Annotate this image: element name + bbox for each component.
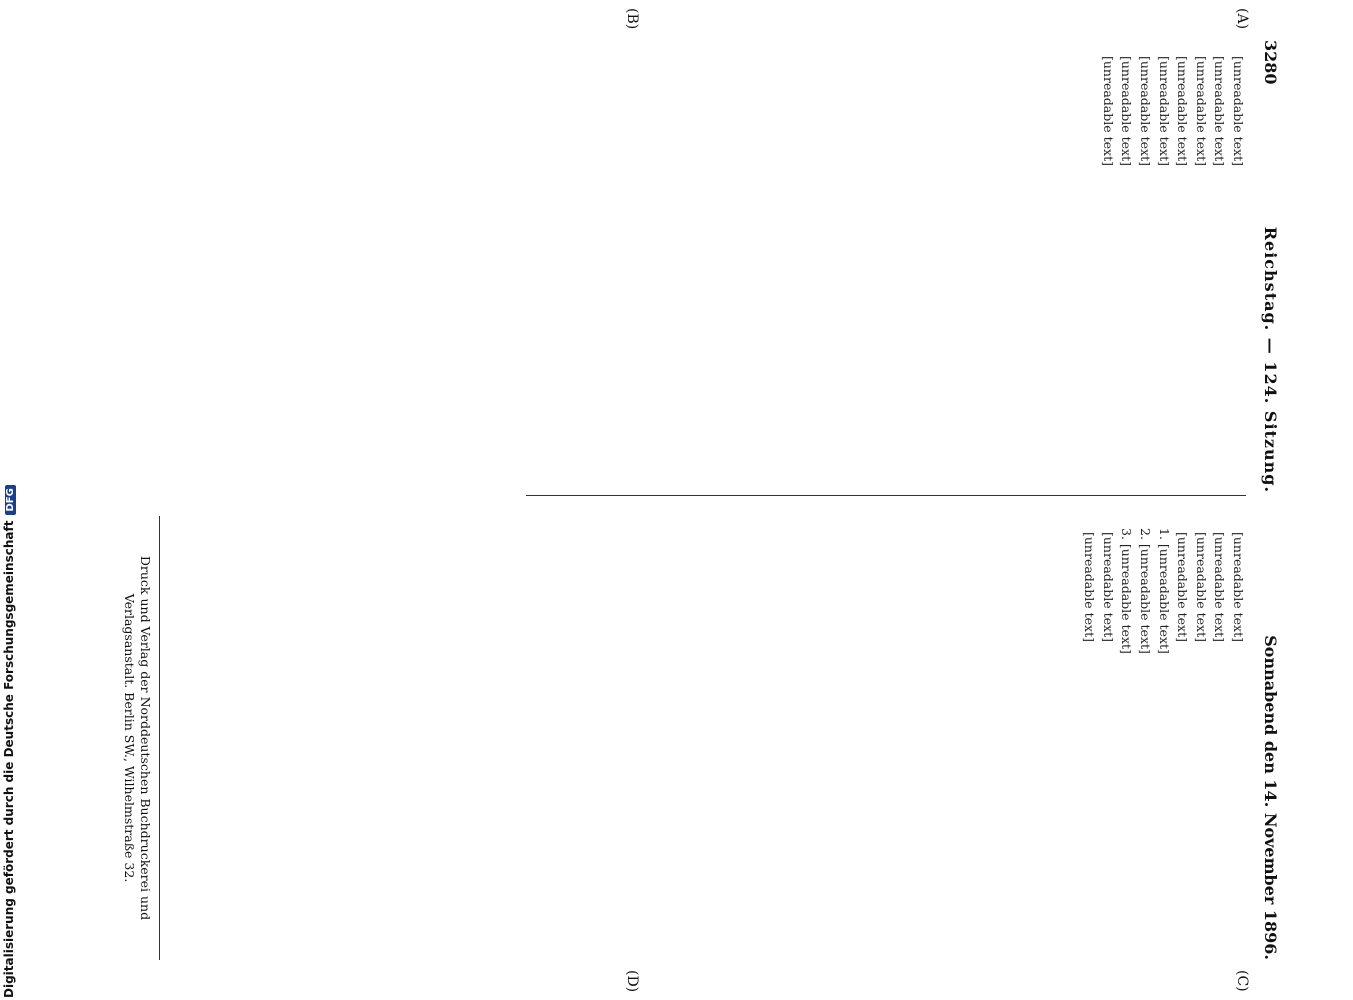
running-head	[1254, 40, 1280, 960]
digitization-note	[2, 0, 22, 1000]
paragraph: [unreadable text]	[1193, 56, 1209, 166]
running-date: Sonnabend den 14. November 1896.	[1261, 635, 1280, 960]
agenda-item: 3. [unreadable text]	[1119, 528, 1135, 654]
paragraph: [unreadable text]	[1212, 56, 1228, 166]
margin-letter-b: (B)	[624, 8, 640, 30]
paragraph: [unreadable text]	[1175, 532, 1191, 642]
paragraph: [unreadable text]	[1100, 532, 1116, 642]
paragraph: [unreadable text]	[1212, 532, 1228, 642]
paragraph: [unreadable text]	[1231, 56, 1246, 166]
paragraph: [unreadable text]	[1138, 56, 1154, 166]
margin-letter-a: (A)	[1234, 8, 1250, 30]
right-column	[176, 516, 1246, 960]
paragraph: [unreadable text]	[1175, 56, 1191, 166]
digitization-text: Digitalisierung gefördert durch die Deutsche Forschungsgemeinschaft	[2, 520, 16, 998]
agenda-item: 1. [unreadable text]	[1156, 528, 1172, 654]
agenda-item: 2. [unreadable text]	[1138, 528, 1154, 654]
paragraph: [unreadable text]	[1231, 532, 1246, 642]
imprint	[121, 516, 160, 960]
column-divider	[526, 495, 1246, 496]
page-number: 3280	[1261, 40, 1280, 85]
paragraph: [unreadable text]	[1082, 532, 1098, 642]
imprint-text: Druck und Verlag der Norddeutschen Buchdruckerei und Verlagsanstalt. Berlin SW., Wilhelmstraße 32.	[122, 555, 153, 921]
left-column	[86, 40, 1246, 476]
paragraph: [unreadable text]	[1156, 56, 1172, 166]
paragraph: [unreadable text]	[1100, 56, 1116, 166]
margin-letter-d: (D)	[624, 970, 640, 993]
margin-letter-c: (C)	[1234, 970, 1250, 992]
dfg-logo-icon: DFG	[5, 485, 16, 514]
document-page	[60, 8, 1280, 993]
running-title: Reichstag. — 124. Sitzung.	[1261, 226, 1280, 494]
paragraph: [unreadable text]	[1119, 56, 1135, 166]
paragraph: [unreadable text]	[1193, 532, 1209, 642]
imprint-rule	[159, 516, 160, 960]
